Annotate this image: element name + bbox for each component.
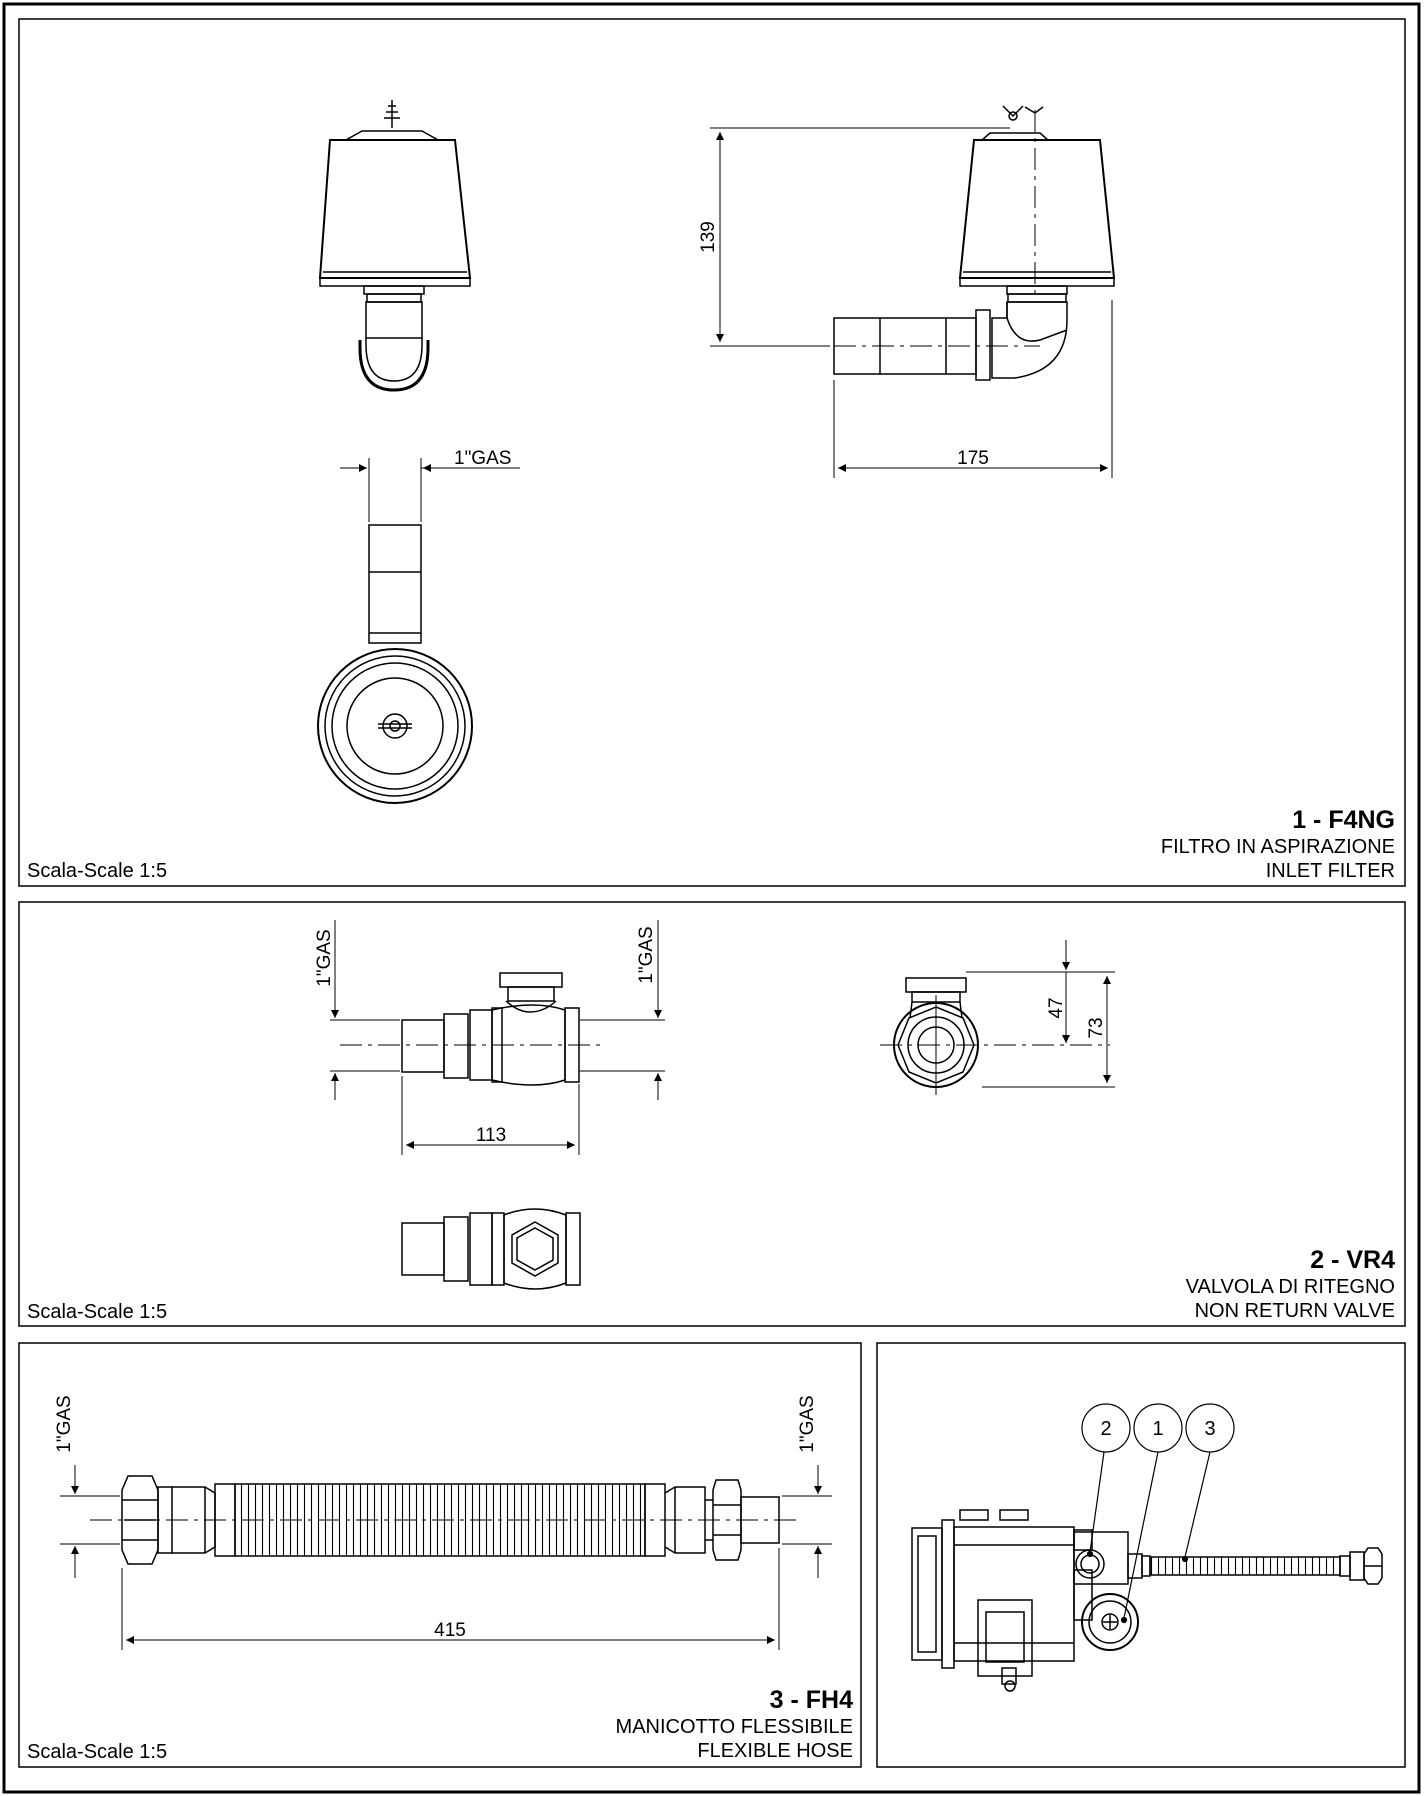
callout-label-3: 3 [1204,1418,1216,1440]
panel-2-scale: Scala-Scale 1:5 [27,1301,168,1323]
dimension-1gas-p1-label: 1"GAS [454,448,512,469]
dimension-1gas-p2-left-label: 1"GAS [314,929,335,987]
filter-top-view [318,525,472,803]
callout-label-1: 1 [1152,1418,1164,1440]
panel-3-code: 3 - FH4 [769,1686,853,1714]
callout-leader-3 [1185,1452,1210,1557]
dimension-175-label: 175 [957,448,989,469]
panel-2-code: 2 - VR4 [1310,1246,1395,1274]
filter-front-view [320,100,470,390]
valve-front-view [340,973,600,1085]
sheet-border [4,4,1419,1792]
assembly-drawing [912,1510,1382,1691]
panel-2-desc-en: NON RETURN VALVE [1194,1300,1395,1322]
filter-side-view [834,106,1114,380]
panel-3-desc-it: MANICOTTO FLESSIBILE [615,1716,853,1738]
panel-1-inlet-filter [19,19,1405,886]
dimension-1gas-p3-right-label: 1"GAS [797,1395,818,1453]
callout-leader-2 [1090,1452,1104,1552]
dimension-113-label: 113 [475,1125,507,1146]
panel-1-desc-it: FILTRO IN ASPIRAZIONE [1160,836,1395,858]
dimension-1gas-p2-left [330,920,400,1100]
dimension-415-label: 415 [434,1620,466,1641]
panel-1-frame [19,19,1405,886]
dimension-139-label: 139 [698,221,719,253]
dimension-47-73 [966,940,1115,1087]
panel-1-scale: Scala-Scale 1:5 [27,860,168,882]
panel-3-flexible-hose [19,1343,861,1767]
valve-top-view [402,1209,580,1289]
hose-drawing [90,1476,800,1564]
dimension-1gas-p3-right [782,1465,832,1578]
dimension-47-label: 47 [1046,997,1067,1019]
valve-side-view [880,978,1110,1095]
dimension-1gas-p3-left [60,1465,120,1578]
panel-2-non-return-valve [19,902,1405,1326]
panel-3-scale: Scala-Scale 1:5 [27,1741,168,1763]
panel-2-desc-it: VALVOLA DI RITEGNO [1185,1276,1395,1298]
panel-1-desc-en: INLET FILTER [1265,860,1395,882]
panel-4-frame [877,1343,1405,1767]
dimension-1gas-p2-right-label: 1"GAS [636,926,657,984]
callout-label-2: 2 [1100,1418,1112,1440]
panel-4-assembly [877,1343,1405,1767]
panel-3-desc-en: FLEXIBLE HOSE [697,1740,853,1762]
callout-leader-1 [1124,1452,1158,1618]
dimension-73-label: 73 [1086,1017,1107,1039]
dimension-1gas-p3-left-label: 1"GAS [54,1395,75,1453]
panel-1-code: 1 - F4NG [1292,806,1395,834]
panel-2-frame [19,902,1405,1326]
